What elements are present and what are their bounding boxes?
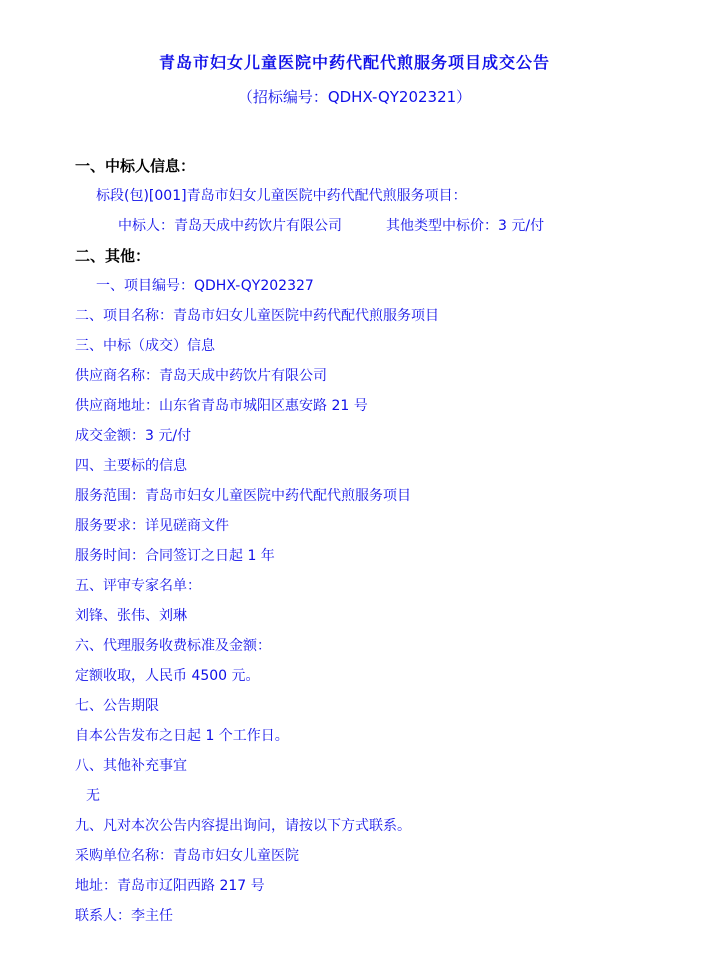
document-body — [0, 151, 709, 931]
section-heading-other: 二、其他： — [75, 247, 151, 265]
line-service-requirement: 服务要求：详见磋商文件 — [75, 518, 229, 534]
line-announcement-period: 自本公告发布之日起 1 个工作日。 — [75, 728, 289, 744]
line-project-number: 一、项目编号：QDHX-QY202327 — [96, 278, 314, 294]
line-purchaser-address: 地址：青岛市辽阳西路 217 号 — [75, 878, 265, 894]
line-service-scope: 服务范围：青岛市妇女儿童医院中药代配代煎服务项目 — [75, 488, 411, 504]
line-expert-names: 刘锋、张伟、刘琳 — [75, 608, 187, 624]
line-supplement-heading: 八、其他补充事宜 — [75, 758, 187, 774]
line-award-info-heading: 三、中标（成交）信息 — [75, 338, 215, 354]
line-agency-fee-heading: 六、代理服务收费标准及金额： — [75, 638, 271, 654]
winner-price: 其他类型中标价：3 元/付 — [386, 218, 545, 234]
line-contact-person: 联系人：李主任 — [75, 908, 173, 924]
lot-package-line: 标段(包)[001]青岛市妇女儿童医院中药代配代煎服务项目： — [96, 188, 467, 204]
line-supplement-none: 无 — [86, 788, 100, 804]
line-supplier-name: 供应商名称：青岛天成中药饮片有限公司 — [75, 368, 327, 384]
line-contact-instruction: 九、凡对本次公告内容提出询问，请按以下方式联系。 — [75, 818, 411, 834]
line-service-time: 服务时间：合同签订之日起 1 年 — [75, 548, 275, 564]
line-purchaser-name: 采购单位名称：青岛市妇女儿童医院 — [75, 848, 299, 864]
document-title: 青岛市妇女儿童医院中药代配代煎服务项目成交公告 — [158, 53, 550, 72]
line-expert-list-heading: 五、评审专家名单： — [75, 578, 201, 594]
line-main-subject-heading: 四、主要标的信息 — [75, 458, 187, 474]
line-supplier-address: 供应商地址：山东省青岛市城阳区惠安路 21 号 — [75, 398, 368, 414]
section-heading-winner-info: 一、中标人信息： — [75, 157, 196, 175]
bid-number-subtitle: （招标编号：QDHX-QY202321） — [237, 88, 472, 106]
line-project-name: 二、项目名称：青岛市妇女儿童医院中药代配代煎服务项目 — [75, 308, 439, 324]
line-agency-fee-amount: 定额收取，人民币 4500 元。 — [75, 668, 260, 684]
winner-line — [0, 211, 709, 241]
line-award-amount: 成交金额：3 元/付 — [75, 428, 192, 444]
line-announcement-period-heading: 七、公告期限 — [75, 698, 159, 714]
winner-name: 中标人：青岛天成中药饮片有限公司 — [118, 218, 342, 234]
